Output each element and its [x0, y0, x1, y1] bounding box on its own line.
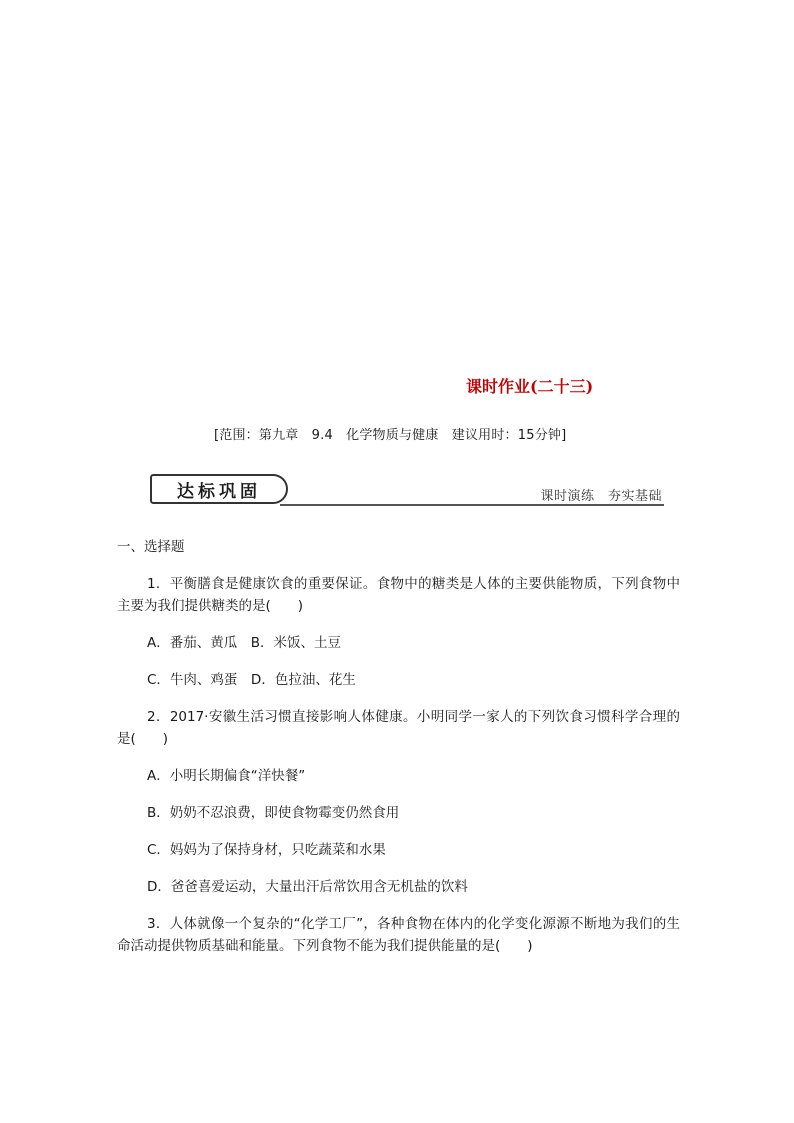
section-banner: [150, 474, 664, 510]
question-2-stem: 2．2017·安徽生活习惯直接影响人体健康。小明同学一家人的下列饮食习惯科学合理的是( ): [117, 709, 680, 747]
question-1-options-cd: C．牛肉、鸡蛋 D．色拉油、花生: [147, 672, 356, 688]
scope-line: [范围：第九章 9.4 化学物质与健康 建议用时：15分钟]: [214, 428, 567, 443]
banner-divider: [280, 504, 664, 506]
question-2-option-b: B．奶奶不忍浪费，即使食物霉变仍然食用: [147, 805, 400, 821]
question-2-option-c: C．妈妈为了保持身材，只吃蔬菜和水果: [147, 842, 386, 858]
question-2-option-a: A．小明长期偏食“洋快餐”: [147, 768, 306, 784]
question-1-options-ab: A．番茄、黄瓜 B．米饭、土豆: [147, 635, 341, 651]
banner-tab: [150, 474, 288, 504]
page-title: 课时作业(二十三): [466, 377, 594, 396]
question-2-option-d: D．爸爸喜爱运动，大量出汗后常饮用含无机盐的饮料: [147, 879, 468, 895]
question-1-stem: 1．平衡膳食是健康饮食的重要保证。食物中的糖类是人体的主要供能物质，下列食物中主要为我们提供糖类的是( ): [117, 576, 680, 614]
section-heading: 一、选择题: [117, 539, 185, 555]
banner-tab-label: 达标巩固: [177, 481, 261, 502]
question-content: [117, 536, 680, 957]
question-3-stem: 3．人体就像一个复杂的“化学工厂”，各种食物在体内的化学变化源源不断地为我们的生命活动提供物质基础和能量。下列食物不能为我们提供能量的是( ): [117, 916, 680, 954]
banner-subtitle: 课时演练 夯实基础: [540, 489, 662, 504]
